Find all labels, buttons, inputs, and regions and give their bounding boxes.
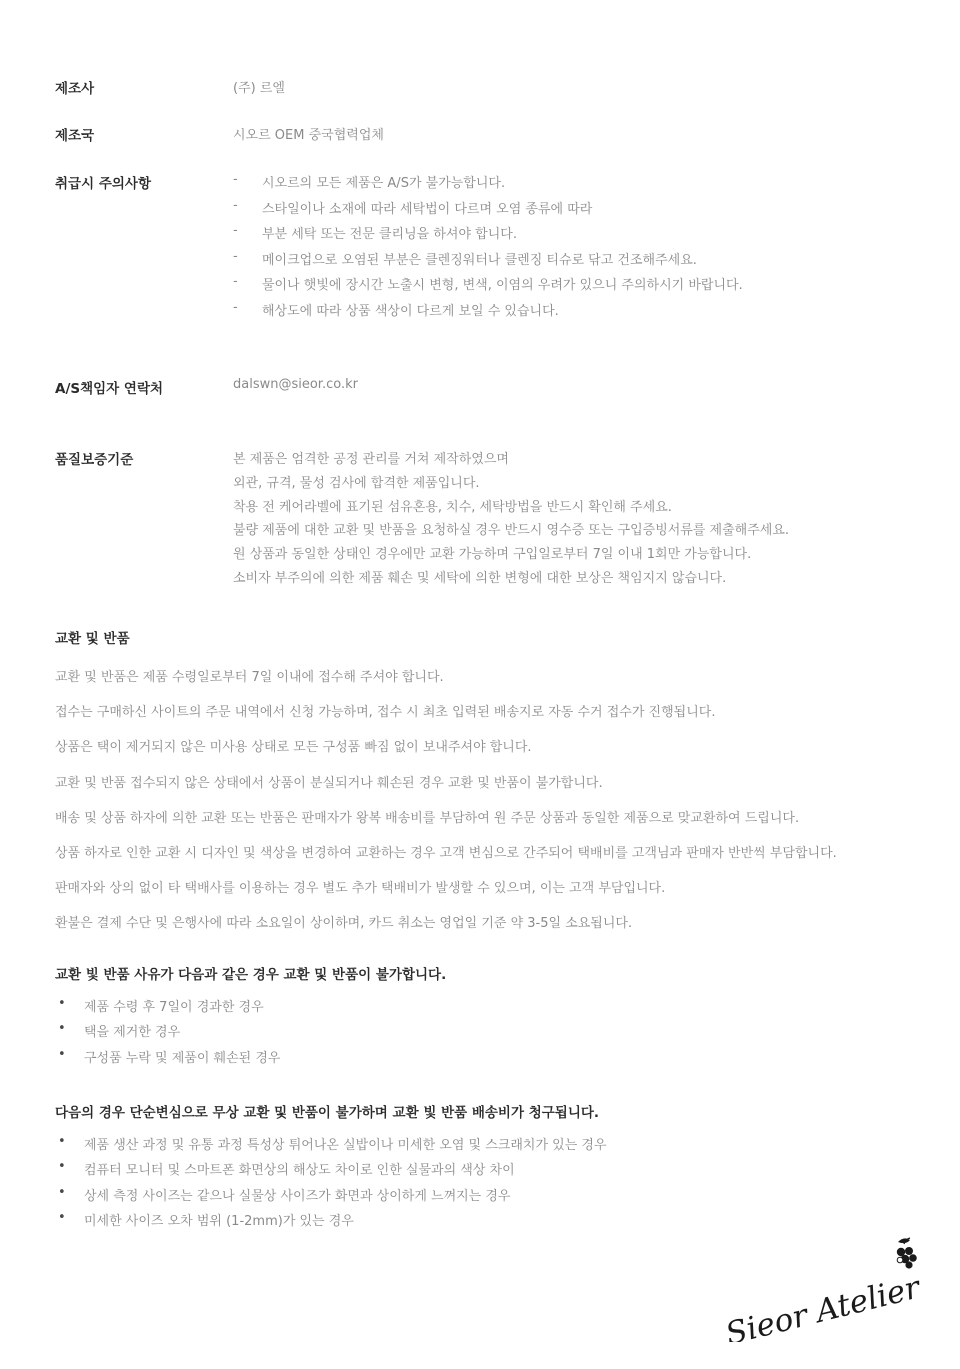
berry-icon [897,1238,917,1269]
country-label: 제조국 [55,128,95,144]
sieor-atelier-logo [712,1232,927,1342]
contact-label: A/S책임자 연락처 [55,381,164,397]
quality-line: 원 상품과 동일한 상태인 경우에만 교환 가능하며 구입일로부터 7일 이내 1회만 가능합니다. [233,547,752,563]
exchange-text [55,666,837,948]
logo-text: Sieor Atelier [722,1269,924,1342]
quality-label: 품질보증기준 [55,452,134,468]
care-label: 취급시 주의사항 [55,176,151,192]
quality-line: 외관, 규격, 물성 검사에 합격한 제품입니다. [233,475,480,491]
not-allowed-title: 교환 빛 반품 사유가 다음과 같은 경우 교환 및 반품이 불가합니다. [55,967,447,983]
exchange-line: 환불은 결제 수단 및 은행사에 따라 소요일이 상이하며, 카드 취소는 영업일 기준 약 3-5일 소요됩니다. [55,916,633,932]
contact-email[interactable]: dalswn@sieor.co.kr [233,377,358,392]
exchange-title: 교환 및 반품 [55,631,130,647]
exchange-line: 상품 하자로 인한 교환 시 디자인 및 색상을 변경하여 교환하는 경우 고객 변심으로 간주되어 택배비를 고객님과 판매자 반반씩 부담합니다. [55,845,837,861]
exchange-line: 상품은 택이 제거되지 않은 미사용 상태로 모든 구성품 빠짐 없이 보내주셔야 합니다. [55,740,532,756]
quality-line: 착용 전 케어라벨에 표기된 섬유혼용, 치수, 세탁방법을 반드시 확인해 주세요. [233,499,672,515]
quality-line: 소비자 부주의에 의한 제품 훼손 및 세탁에 의한 변형에 대한 보상은 책임지지 않습니다. [233,570,727,586]
logo-wordmark [722,1269,925,1342]
quality-line: 본 제품은 엄격한 공정 관리를 거쳐 제작하였으며 [233,452,509,467]
country-value: 시오르 OEM 중국협력업체 [233,128,384,143]
manufacturer-value: (주) 르엘 [233,81,285,96]
quality-line: 불량 제품에 대한 교환 및 반품을 요청하실 경우 반드시 영수증 또는 구입증빙서류를 제출해주세요. [233,523,790,539]
quality-text [233,448,789,591]
exchange-line: 판매자와 상의 없이 타 택배사를 이용하는 경우 별도 추가 택배비가 발생할 수 있으며, 이는 고객 부담입니다. [55,881,666,897]
exchange-line: 배송 및 상품 하자에 의한 교환 또는 반품은 판매자가 왕복 배송비를 부담하여 원 주문 상품과 동일한 제품으로 맞교환하여 드립니다. [55,810,800,826]
logo-svg [712,1232,927,1342]
exchange-line: 접수는 구매하신 사이트의 주문 내역에서 신청 가능하며, 접수 시 최초 입력된 배송지로 자동 수거 접수가 진행됩니다. [55,705,716,721]
exchange-line: 교환 및 반품은 제품 수령일로부터 7일 이내에 접수해 주셔야 합니다. [55,670,444,685]
manufacturer-label: 제조사 [55,81,95,97]
simple-change-title: 다음의 경우 단순변심으로 무상 교환 및 반품이 불가하며 교환 빛 반품 배송비가 청구됩니다. [55,1105,600,1121]
exchange-line: 교환 및 반품 접수되지 않은 상태에서 상품이 분실되거나 훼손된 경우 교환 및 반품이 불가합니다. [55,775,603,791]
